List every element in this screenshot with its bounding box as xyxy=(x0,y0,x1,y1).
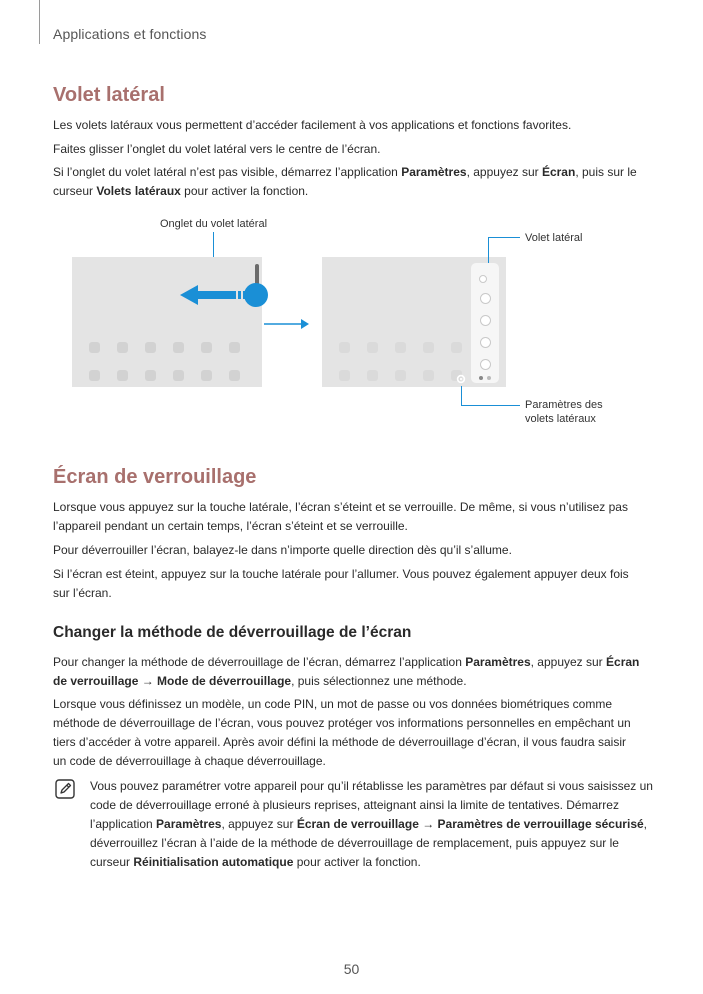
app-icon xyxy=(145,342,156,353)
section-title-side-panel: Volet latéral xyxy=(53,84,165,106)
swipe-arrow-icon xyxy=(178,282,272,312)
subsection-title-unlock-method: Changer la méthode de déverrouillage de l’écran xyxy=(53,624,412,641)
app-icon xyxy=(367,370,378,381)
app-icon xyxy=(117,342,128,353)
app-icon xyxy=(395,342,406,353)
text-run: , déverrouillez l’écran à l’aide de la méthode de déverrouillage de remplacement, puis appuyez sur le curseur xyxy=(90,817,648,869)
text-run: → xyxy=(138,674,158,688)
app-icon xyxy=(117,370,128,381)
paragraph: Les volets latéraux vous permettent d’accéder facilement à vos applications et fonctions favorites. xyxy=(53,118,572,132)
paragraph: Lorsque vous appuyez sur la touche latérale, l’écran s’éteint et se verrouille. De même, si vous n’utilisez pas l’appareil pendant un certain temps, l’écran s’éteint et se verrouille. xyxy=(53,500,628,533)
bold-term: Mode de déverrouillage xyxy=(157,674,292,688)
panel-app-icon xyxy=(480,315,491,326)
app-icon xyxy=(423,342,434,353)
app-icon xyxy=(451,342,462,353)
note-pencil-icon xyxy=(55,779,75,799)
panel-page-dot xyxy=(479,376,483,380)
text-run: Si l’onglet du volet latéral n’est pas visible, démarrez l’application xyxy=(53,165,402,179)
text-run: pour activer la fonction. xyxy=(293,855,421,869)
device-screen-after xyxy=(322,257,506,387)
app-icon xyxy=(173,370,184,381)
app-icon xyxy=(173,342,184,353)
paragraph: Faites glisser l’onglet du volet latéral vers le centre de l’écran. xyxy=(53,142,381,156)
paragraph xyxy=(53,163,648,201)
app-icon xyxy=(89,370,100,381)
device-screen-before xyxy=(72,257,262,387)
settings-gear-icon xyxy=(456,374,466,384)
text-run: Pour changer la méthode de déverrouillage de l’écran, démarrez l’application xyxy=(53,655,466,669)
app-icon xyxy=(229,342,240,353)
bold-term: Écran de verrouillage xyxy=(296,817,419,831)
app-icon xyxy=(423,370,434,381)
text-run: Vous pouvez paramétrer votre appareil pour qu’il rétablisse les paramètres par défaut si vous saisissez un code de déverrouillage erroné à plusieurs reprises, atteignant ainsi la limite de tentatives. Démarrez l’application xyxy=(90,779,653,831)
bold-term: Paramètres xyxy=(401,165,467,179)
bold-term: Paramètres xyxy=(156,817,222,831)
app-icon xyxy=(395,370,406,381)
label-line: volets latéraux xyxy=(525,413,596,425)
page-number: 50 xyxy=(343,961,360,977)
paragraph: Lorsque vous définissez un modèle, un code PIN, un mot de passe ou vos données biométriques comme méthode de déverrouillage de l’écran, vous pouvez protéger vos informations personnelles en empêchant un tiers d’accéder à votre appareil. Après avoir défini la méthode de déverrouillage d’écran, il vous faudra saisir un code de déverrouillage à chaque déverrouillage. xyxy=(53,697,631,768)
text-run: , appuyez sur xyxy=(530,655,607,669)
paragraph: Si l’écran est éteint, appuyez sur la touche latérale pour l’allumer. Vous pouvez également appuyer deux fois sur l’écran. xyxy=(53,567,629,600)
callout-line xyxy=(461,386,462,406)
app-icon xyxy=(339,370,350,381)
app-icon xyxy=(367,342,378,353)
panel-app-icon xyxy=(480,359,491,370)
text-run: → xyxy=(418,817,438,831)
text-run: , appuyez sur xyxy=(221,817,297,831)
app-icon xyxy=(339,342,350,353)
app-icon xyxy=(201,342,212,353)
note-paragraph xyxy=(90,777,655,872)
paragraph: Pour déverrouiller l’écran, balayez-le dans n’importe quelle direction dès qu’il s’allume. xyxy=(53,543,512,557)
transition-arrow-icon xyxy=(263,316,311,332)
label-panel-tab: Onglet du volet latéral xyxy=(160,218,268,230)
running-header: Applications et fonctions xyxy=(53,26,207,42)
side-panel xyxy=(471,263,499,383)
label-side-panel: Volet latéral xyxy=(525,232,583,244)
panel-app-icon xyxy=(479,275,487,283)
app-icon xyxy=(89,342,100,353)
bold-term: Paramètres xyxy=(465,655,531,669)
text-run: , puis sur le curseur xyxy=(53,165,637,198)
bold-term: Écran de verrouillage xyxy=(53,655,640,688)
label-panel-settings xyxy=(525,398,603,426)
callout-line xyxy=(488,237,489,263)
text-run: pour activer la fonction. xyxy=(180,184,309,198)
callout-line xyxy=(488,237,520,238)
bold-term: Écran xyxy=(541,165,576,179)
panel-app-icon xyxy=(480,293,491,304)
bold-term: Volets latéraux xyxy=(96,184,181,198)
app-icon xyxy=(229,370,240,381)
text-run: , puis sélectionnez une méthode. xyxy=(291,674,467,688)
text-run: , appuyez sur xyxy=(466,165,542,179)
callout-line xyxy=(461,405,520,406)
bold-term: Paramètres de verrouillage sécurisé xyxy=(437,817,644,831)
panel-app-icon xyxy=(480,337,491,348)
app-icon xyxy=(201,370,212,381)
header-rule xyxy=(39,0,40,44)
section-title-lock-screen: Écran de verrouillage xyxy=(53,466,257,488)
bold-term: Réinitialisation automatique xyxy=(133,855,294,869)
panel-page-dot xyxy=(487,376,491,380)
label-line: Paramètres des xyxy=(525,399,603,411)
app-icon xyxy=(145,370,156,381)
paragraph xyxy=(53,653,653,691)
